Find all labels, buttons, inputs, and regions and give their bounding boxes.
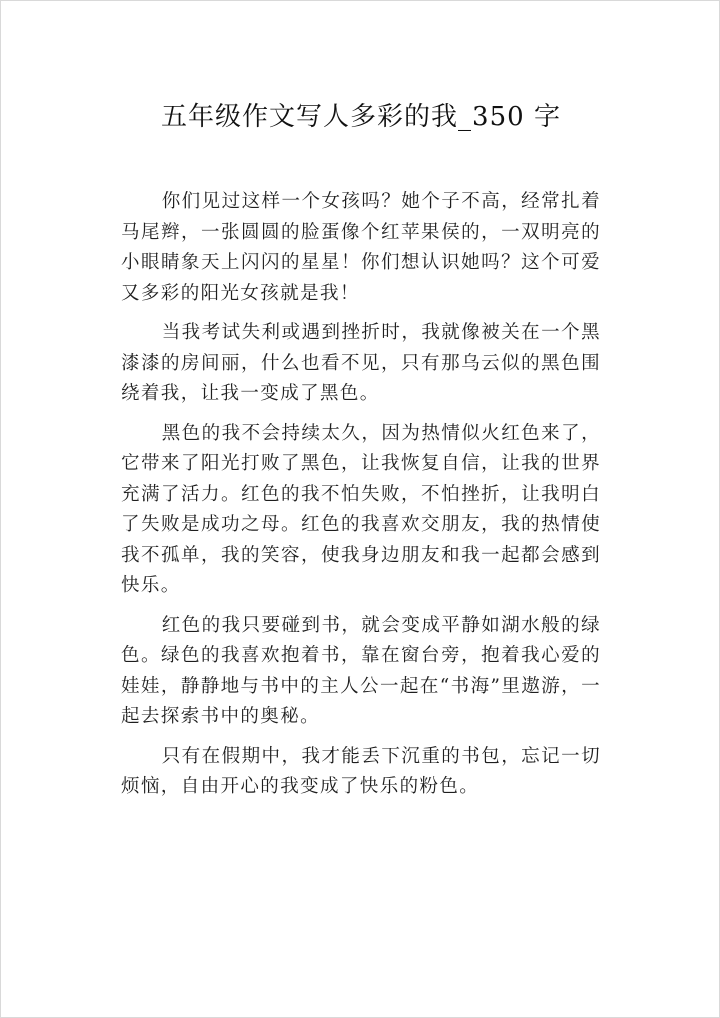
document-body: [121, 187, 601, 812]
paragraph-2: 当我考试失利或遇到挫折时，我就像被关在一个黑漆漆的房间丽，什么也看不见，只有那乌云似的黑色围绕着我，让我一变成了黑色。: [121, 322, 601, 404]
document-title: 五年级作文写人多彩的我_350 字: [161, 102, 561, 132]
paragraph-5: 只有在假期中，我才能丢下沉重的书包，忘记一切烦恼，自由开心的我变成了快乐的粉色。: [121, 745, 601, 797]
paragraph-3: 黑色的我不会持续太久，因为热情似火红色来了，它带来了阳光打败了黑色，让我恢复自信，让我的世界充满了活力。红色的我不怕失败，不怕挫折，让我明白了失败是成功之母。红色的我喜欢交朋友，我的热情使我不孤单，我的笑容，使我身边朋友和我一起都会感到快乐。: [121, 422, 601, 596]
paragraph-4: 红色的我只要碰到书，就会变成平静如湖水般的绿色。绿色的我喜欢抱着书，靠在窗台旁，抱着我心爱的娃娃，静静地与书中的主人公一起在“书海”里遨游，一起去探索书中的奥秘。: [121, 614, 601, 727]
paragraph-1: 你们见过这样一个女孩吗？她个子不高，经常扎着马尾辫，一张圆圆的脸蛋像个红苹果侯的，一双明亮的小眼睛象天上闪闪的星星！你们想认识她吗？这个可爱又多彩的阳光女孩就是我！: [121, 191, 601, 304]
